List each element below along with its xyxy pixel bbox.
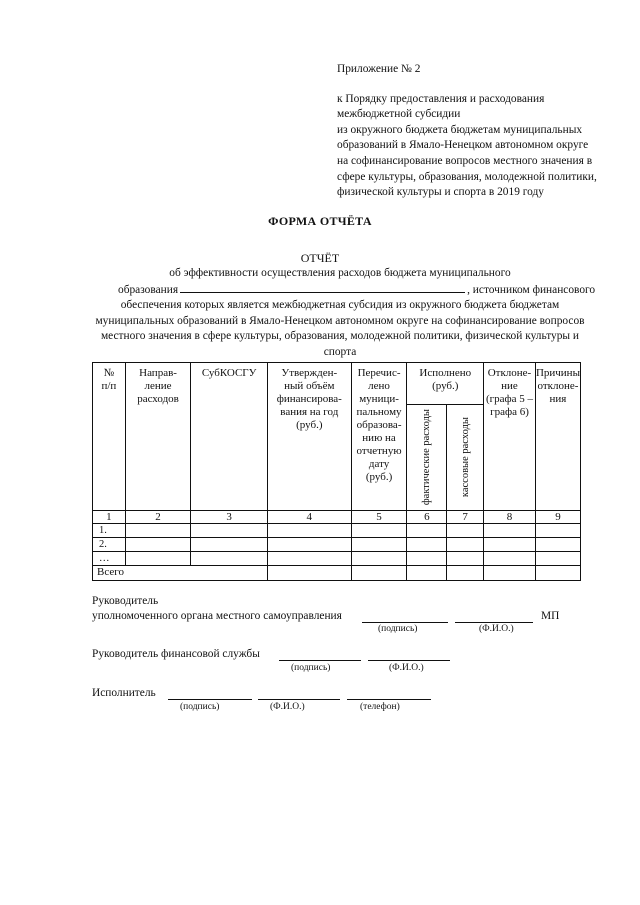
- header-text: вания на год: [280, 406, 339, 418]
- header-text: (руб.): [365, 471, 393, 483]
- finance-signature-line[interactable]: [279, 660, 361, 661]
- appendix-line: к Порядку предоставления и расходования: [337, 92, 545, 105]
- head-label-line1: Руководитель: [92, 595, 159, 607]
- table-cell[interactable]: [535, 538, 580, 552]
- table-cell[interactable]: [191, 552, 268, 566]
- table-cell[interactable]: [125, 538, 191, 552]
- report-line-5: местного значения в сфере культуры, образования, молодежной политики, физической культуры и: [100, 330, 580, 342]
- column-number: 9: [535, 511, 580, 524]
- header-text: пальному: [356, 406, 402, 418]
- head-signature-caption: (подпись): [378, 624, 418, 634]
- table-cell[interactable]: [191, 538, 268, 552]
- header-actual-expenses: [407, 405, 447, 511]
- table-cell[interactable]: [484, 552, 536, 566]
- executor-label: Исполнитель: [92, 687, 156, 699]
- table-row: [93, 524, 581, 538]
- table-cell[interactable]: [267, 538, 351, 552]
- appendix-line: межбюджетной субсидии: [337, 108, 461, 121]
- table-cell[interactable]: [267, 566, 351, 581]
- header-text: (руб.): [296, 419, 323, 431]
- executor-signature-line[interactable]: [168, 699, 252, 700]
- table-row: [93, 552, 581, 566]
- header-num: [93, 363, 126, 511]
- report-line-6: спорта: [323, 345, 357, 358]
- column-number-row: [93, 511, 581, 524]
- header-text: (графа 5 –: [485, 393, 534, 405]
- header-transferred: [351, 363, 407, 511]
- header-text: муници-: [359, 393, 399, 405]
- table-cell[interactable]: [191, 524, 268, 538]
- header-text: лено: [368, 380, 390, 392]
- column-number: 3: [191, 511, 268, 524]
- table-cell[interactable]: [407, 552, 447, 566]
- finance-signature-caption: (подпись): [291, 663, 331, 673]
- header-text: Отклоне-: [487, 367, 532, 379]
- table-cell[interactable]: [535, 566, 580, 581]
- header-text: Исполнено: [419, 367, 472, 379]
- total-row: [93, 566, 581, 581]
- form-title: ФОРМА ОТЧЁТА: [268, 214, 372, 228]
- header-cash-expenses: [447, 405, 484, 511]
- table-cell[interactable]: [447, 552, 484, 566]
- header-text: ление: [144, 380, 172, 392]
- finance-head-label: Руководитель финансовой службы: [92, 648, 260, 660]
- column-number: 4: [267, 511, 351, 524]
- stamp-label: МП: [541, 610, 560, 622]
- table-cell[interactable]: [267, 552, 351, 566]
- header-text: ние: [501, 380, 518, 392]
- header-text: ный объём: [284, 380, 335, 392]
- column-number: 2: [125, 511, 191, 524]
- table-cell[interactable]: [535, 524, 580, 538]
- total-label: Всего: [93, 566, 191, 581]
- report-line-1: об эффективности осуществления расходов бюджета муниципального: [169, 267, 511, 279]
- report-line-3: обеспечения которых является межбюджетная субсидия из окружного бюджета бюджетам: [120, 299, 560, 311]
- header-text: образова-: [356, 419, 402, 431]
- appendix-line: из окружного бюджета бюджетам муниципальных: [337, 123, 583, 136]
- report-line-2-start: образования: [118, 283, 179, 296]
- table-cell[interactable]: [191, 566, 268, 581]
- header-text: Направ-: [139, 367, 177, 379]
- column-number: 7: [447, 511, 484, 524]
- header-actual-text: фактические расходы: [421, 409, 433, 506]
- table-cell[interactable]: [407, 538, 447, 552]
- column-number: 5: [351, 511, 407, 524]
- table-cell[interactable]: [351, 538, 407, 552]
- header-text: (руб.): [432, 380, 459, 392]
- table-cell[interactable]: [407, 524, 447, 538]
- table-cell[interactable]: [447, 566, 484, 581]
- finance-name-line[interactable]: [368, 660, 450, 661]
- header-cash-text: кассовые расходы: [459, 417, 471, 498]
- row-number: 1.: [93, 524, 126, 538]
- header-text: п/п: [101, 380, 117, 392]
- executor-phone-line[interactable]: [347, 699, 431, 700]
- header-text: Причины: [535, 367, 580, 379]
- column-number: 1: [93, 511, 126, 524]
- table-cell[interactable]: [351, 552, 407, 566]
- report-line-2: [70, 282, 610, 299]
- executor-name-caption: (Ф.И.О.): [270, 702, 305, 712]
- table-row: [93, 538, 581, 552]
- appendix-block: [337, 62, 627, 201]
- table-cell[interactable]: [351, 566, 407, 581]
- report-description: [70, 266, 610, 360]
- table-cell[interactable]: [535, 552, 580, 566]
- header-text: расходов: [137, 393, 179, 405]
- header-text: финансирова-: [276, 393, 342, 405]
- header-text: Утвержден-: [281, 367, 338, 379]
- table-cell[interactable]: [125, 524, 191, 538]
- head-name-caption: (Ф.И.О.): [479, 624, 514, 634]
- header-text: отчетную: [356, 445, 402, 457]
- executor-name-line[interactable]: [258, 699, 340, 700]
- header-text: отклоне-: [537, 380, 579, 392]
- table-cell[interactable]: [351, 524, 407, 538]
- header-subkosgu: [191, 363, 268, 511]
- header-text: нию на: [362, 432, 396, 444]
- header-text: дату: [368, 458, 390, 470]
- executor-phone-caption: (телефон): [360, 702, 400, 712]
- header-text: ния: [549, 393, 567, 405]
- table-cell[interactable]: [447, 524, 484, 538]
- header-text: графа 6): [490, 406, 529, 418]
- column-number: 8: [484, 511, 536, 524]
- head-signature-line[interactable]: [362, 622, 448, 623]
- executor-signature-caption: (подпись): [180, 702, 220, 712]
- column-number: 6: [407, 511, 447, 524]
- header-approved: [267, 363, 351, 511]
- header-text: №: [103, 367, 115, 379]
- table-cell[interactable]: [484, 566, 536, 581]
- head-name-line[interactable]: [455, 622, 533, 623]
- header-executed: [407, 363, 484, 405]
- table-cell[interactable]: [447, 538, 484, 552]
- header-direction: [125, 363, 191, 511]
- appendix-line: на софинансирование вопросов местного значения в: [337, 154, 593, 167]
- table-cell[interactable]: [267, 524, 351, 538]
- header-text: СубКОСГУ: [201, 367, 257, 379]
- appendix-line: физической культуры и спорта в 2019 году: [337, 186, 544, 199]
- finance-name-caption: (Ф.И.О.): [389, 663, 424, 673]
- report-table: [92, 362, 581, 581]
- appendix-title: Приложение № 2: [337, 63, 421, 75]
- header-deviation: [484, 363, 536, 511]
- head-label-line2: уполномоченного органа местного самоуправления: [92, 610, 342, 622]
- row-number: 2.: [93, 538, 126, 552]
- table-cell[interactable]: [125, 552, 191, 566]
- appendix-line: сфере культуры, образования, молодежной политики,: [337, 170, 597, 183]
- report-line-2-end: , источником финансового: [467, 283, 596, 296]
- table-cell[interactable]: [407, 566, 447, 581]
- report-line-4: муниципальных образований в Ямало-Ненецком автономном округе на софинансирование вопросов: [95, 314, 585, 327]
- header-reasons: [535, 363, 580, 511]
- report-title: ОТЧЁТ: [300, 251, 340, 265]
- table-cell[interactable]: [484, 524, 536, 538]
- header-text: Перечис-: [357, 367, 401, 379]
- municipality-blank-line: [180, 282, 465, 293]
- table-cell[interactable]: [484, 538, 536, 552]
- row-number: …: [93, 552, 126, 566]
- appendix-line: образований в Ямало-Ненецком автономном округе: [337, 139, 589, 152]
